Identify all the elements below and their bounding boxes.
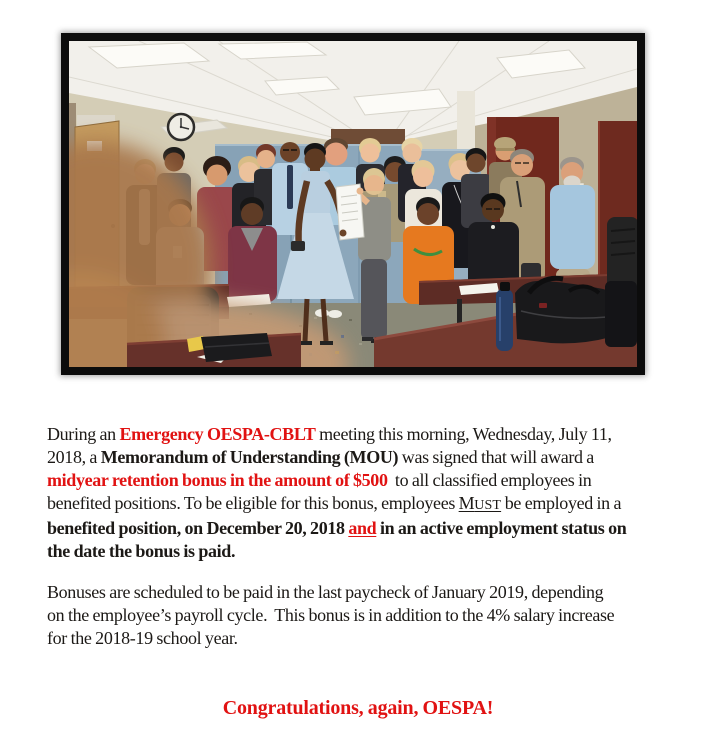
body-text: During an	[47, 424, 120, 444]
bonus-amount-highlight: midyear retention bonus in the amount of $500	[47, 470, 388, 490]
black-bag	[515, 278, 637, 347]
announcement-text	[47, 423, 669, 720]
body-text: to all classified employees in	[387, 470, 592, 490]
body-text: on the employee’s payroll cycle. This bonus is in addition to the 4% salary increase	[47, 605, 615, 625]
person-gray-top	[357, 168, 391, 341]
paragraph-payment-details	[47, 581, 669, 650]
paragraph-mou-announcement	[47, 423, 669, 563]
and-emphasis: and	[348, 518, 377, 538]
wall-clock	[168, 114, 194, 140]
must-emphasis: MUST	[458, 493, 502, 513]
text-line	[47, 493, 621, 513]
body-text: Bonuses are scheduled to be paid in the last paycheck of January 2019, depending	[47, 582, 604, 602]
text-line	[47, 628, 238, 648]
text-line	[47, 541, 235, 561]
body-text: for the 2018-19 school year.	[47, 628, 238, 648]
text-line	[47, 518, 626, 538]
congratulations-message: Congratulations, again, OESPA!	[222, 697, 494, 719]
body-text: benefited positions. To be eligible for this bonus, employees	[47, 493, 459, 513]
eligibility-date-bold: benefited position, on December 20, 2018	[47, 518, 349, 538]
mou-bold-text: Memorandum of Understanding (MOU)	[100, 447, 399, 467]
text-line	[47, 605, 614, 625]
body-text: be employed in a	[501, 493, 622, 513]
eligibility-end-bold: the date the bonus is paid.	[47, 541, 236, 561]
eligibility-status-bold: in an active employment status on	[376, 518, 627, 538]
body-text: 2018, a	[47, 447, 101, 467]
water-bottle	[496, 282, 513, 351]
body-text: was signed that will award a	[398, 447, 594, 467]
text-line	[47, 470, 591, 490]
body-text: meeting this morning, Wednesday, July 11,	[315, 424, 612, 444]
group-photo-illustration	[69, 41, 637, 367]
text-line	[47, 582, 603, 602]
emergency-meeting-highlight: Emergency OESPA-CBLT	[119, 424, 316, 444]
text-line	[47, 424, 612, 444]
meeting-photo	[61, 33, 645, 375]
text-line	[47, 447, 594, 467]
mou-paper	[336, 184, 364, 240]
